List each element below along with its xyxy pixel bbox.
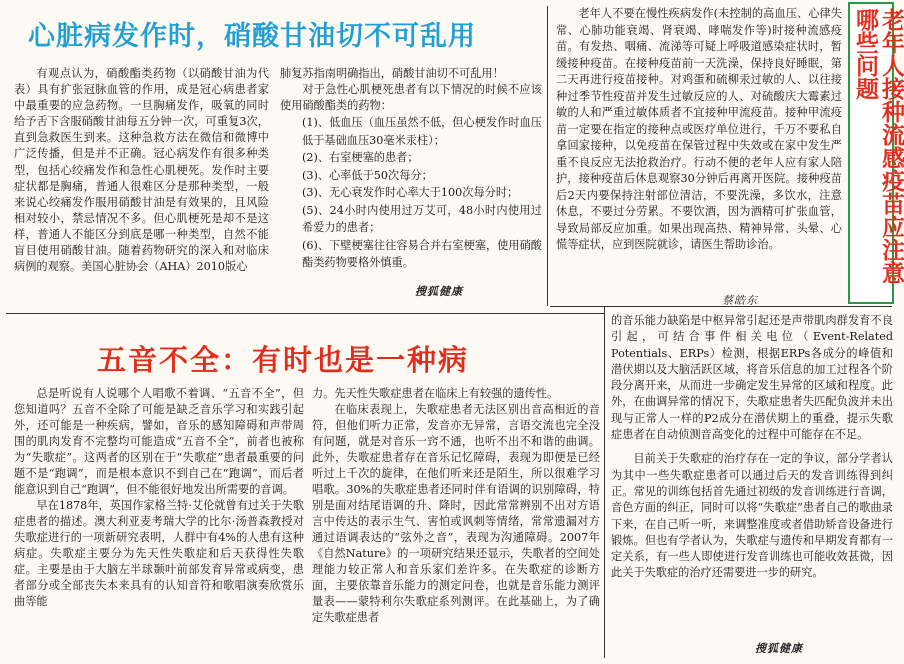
article3-col1 [14, 386, 304, 610]
article1-source-logo: 搜狐健康 [415, 285, 463, 298]
article3-title: 五音不全：有时也是一种病 [97, 343, 470, 377]
list-item: (3)、无心衰发作时心率大于100次每分时； [302, 186, 519, 200]
article3-source-logo: 搜狐健康 [755, 642, 803, 655]
list-item: (6)、下壁梗塞往往容易合并右室梗塞，使用硝酸酯类药物要格外慎重。 [302, 238, 542, 270]
article1-col1 [14, 66, 269, 275]
article3-col2 [312, 386, 600, 626]
article3-paragraph: 的音乐能力缺陷是中枢异常引起还是声带肌肉群发育不良引起，可结合事件相关电位（Event-Related Potentials、ERPs）检测，根据ERPs各成分的峰值和潜伏期以及大脑活跃区域，将音乐信息的加工过程各个阶段分离开来，从而进一步确定发生异常的区域和程度。此外，在曲调异常的情况下，失歌症患者失匹配负波并未出现与正常人一样的P2成分在潜伏期上的重叠，提示失歌症患者在自动侦测音高变化的过程中可能存在不足。 [611, 314, 893, 442]
section-divider-left [6, 313, 604, 314]
list-item: (2)、右室梗塞的患者； [302, 151, 419, 165]
article2-title-box [848, 2, 904, 304]
article2-title: 老年人接种流感疫苗应注意哪些问题 [852, 8, 904, 284]
article1-paragraph: 有观点认为，硝酸酯类药物（以硝酸甘油为代表）具有扩张冠脉血管的作用，成是冠心病患者家中最重要的应急药物。一旦胸痛发作，吸氧的同时给予舌下含服硝酸甘油每五分钟一次，可重复3次，直到急救医生到来。这种急救方法在微信和微博中广泛传播，但是并不正确。冠心病发作有很多种类型，包括心绞痛发作和急性心肌梗死。发作时主要症状都是胸痛，普通人很难区分是那种类型，一般来说心绞痛发作服用硝酸甘油是有效果的，且风险相对较小，禁忌情况不多。但心肌梗死是却不是这样，普通人不能区分到底是哪一种类型，自然不能盲目使用硝酸甘油。随着药物研究的深入和对临床病例的观察。美国心脏协会（AHA）2010版心 [14, 67, 269, 274]
contraindication-list [280, 114, 542, 272]
article3-paragraph: 在临床表现上，失歌症患者无法区别出音高相近的音符，但他们听力正常，发音亦无异常，言语交流也完全没有问题，就是对音乐一窍不通，也听不出不和谐的曲调。此外，失歌症患者存在音乐记忆障碍，表现为即便是已经听过上千次的旋律，在他们听来还是陌生，所以很难学习唱歌。30%的失歌症患者还同时伴有语调的识别障碍，特别是面对结尾语调的升、降时，因此常常辨别不出对方语言中传达的表示生气、害怕或讽刺等情绪，常常遗漏对方通过语调表达的“弦外之音”，表现为沟通障碍。2007年《自然Nature》的一项研究结果还显示，失歌者的空间处理能力较正常人和音乐家们差许多。在失歌症的诊断方面，主要依靠音乐能力的测定问卷，也就是音乐能力测评量表——蒙特利尔失歌症系列测评。在此基础上，为了确定失歌症患者 [312, 403, 600, 624]
article1-col2 [280, 66, 542, 272]
article3-paragraph: 力。先天性失歌症患者在临床上有较强的遗传性。 [312, 387, 559, 400]
list-item: (3)、心率低于50次每分； [302, 168, 433, 182]
list-item: (5)、24小时内使用过万艾可，48小时内使用过希爱力的患者； [302, 203, 542, 235]
article3-paragraph: 目前关于失歌症的治疗存在一定的争议，部分学者认为其中一些失歌症患者可以通过后天的发音训练得到纠正。常见的训练包括首先通过初级的发音训练进行音调，音色方面的纠正，同时可以将“失歌症”患者自己的歌曲录下来，在自己听一听，来调整准度或者借助矫音设备进行锻炼。但也有学者认为，失歌症与遗传和早期发育都有一定关系，有一些人即使进行发音训练也可能收效甚微，因此关于失歌症的治疗还需要进一步的研究。 [611, 452, 893, 580]
article3-col3 [611, 313, 893, 582]
article1-lead: 对于急性心肌梗死患者有以下情况的时候不应该使用硝酸酯类的药物： [280, 83, 542, 113]
column-divider-top [547, 6, 548, 306]
list-item: (1)、低血压（血压虽然不低，但心梗发作时血压低于基础血压30毫米汞柱）； [302, 116, 542, 147]
column-divider-bottom [604, 306, 605, 658]
article2-author: 蔡皓东 [722, 294, 758, 307]
article3-paragraph: 早在1878年，英国作家格兰特·艾伦就曾有过关于失歌症患者的描述。澳大利亚麦考瑞大学的比尔·汤普森教授对失歌症进行的一项新研究表明，人群中有4%的人患有这种病症。失歌症主要分为先天性失歌症和后天获得性失歌症。主要是由于大脑左半球颞叶前部发育异常或病变，患者部分或全部丧失本来具有的认知音符和歌唱演奏欣赏乐曲等能 [14, 499, 304, 608]
article2-body: 老年人不要在慢性疾病发作(未控制的高血压、心律失常、心肺功能衰竭、肾衰竭、哮喘发作等)时接种流感疫苗。有发热、咽痛、流涕等可疑上呼吸道感染症状时，暂缓接种疫苗。在接种疫苗前一天洗澡，保持良好睡眠，第二天再进行疫苗接种。对鸡蛋和硫柳汞过敏的人、以往接种过季节性疫苗并发生过敏反应的人、对硫酸庆大霉素过敏的人和严重过敏体质者不宜接种甲流疫苗。接种甲流疫苗一定要在指定的接种点或医疗单位进行，千万不要私自拿回家接种，以免疫苗在保管过程中失效或在家中发生严重不良反应无法抢救治疗。行动不便的老年人应有家人陪护，接种疫苗后休息观察30分钟后再离开医院。接种疫苗后2天内要保持注射部位清洁，不要洗澡，多饮水，注意休息，不要过分劳累。不要饮酒，因为酒精可扩张血管，导致局部反应加重。如果出现高热、精神异常、头晕、心慌等症状，应到医院就诊，请医生帮助诊治。 [556, 7, 842, 251]
article3-paragraph: 总是听说有人说哪个人唱歌不着调、“五音不全”，但您知道吗？五音不全除了可能是缺乏音乐学习和实践引起外，还可能是一种疾病，譬如，音乐的感知障碍和声带周围的肌肉发育不完整均可能造成“五音不全”，前者也被称为“失歌症”。这两者的区别在于“失歌症”患者最重要的问题不是“跑调”，而是根本意识不到自己在“跑调”，而后者能意识到自己“跑调”，但不能很好地发出所需要的音调。 [14, 387, 304, 496]
article1-intro: 肺复苏指南明确指出，硝酸甘油切不可乱用！ [280, 67, 504, 80]
article2-body-wrap [556, 6, 842, 254]
article1-title: 心脏病发作时，硝酸甘油切不可乱用 [28, 21, 476, 52]
section-divider-right [550, 306, 892, 307]
